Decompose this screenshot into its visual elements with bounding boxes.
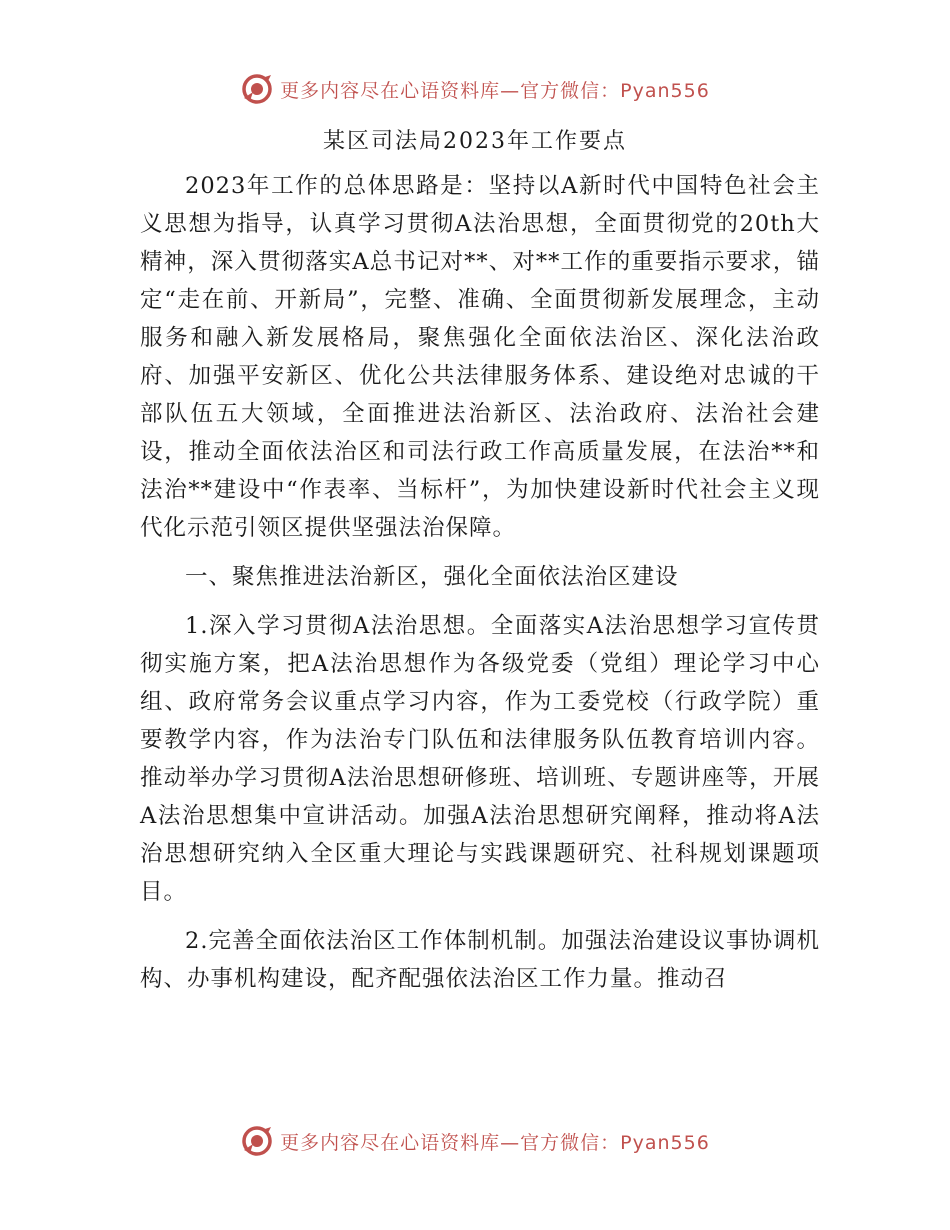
paragraph-item-2: 2.完善全面依法治区工作体制机制。加强法治建设议事协调机构、办事机构建设，配齐配强依法治区工作力量。推动召	[140, 928, 820, 992]
document-body	[140, 167, 820, 1009]
watermark-logo-icon	[240, 72, 274, 106]
paragraph-item-1: 1.深入学习贯彻A法治思想。全面落实A法治思想学习宣传贯彻实施方案，把A法治思想作为各级党委（党组）理论学习中心组、政府常务会议重点学习内容，作为工委党校（行政学院）重要教学内容，作为法治专门队伍和法律服务队伍教育培训内容。推动举办学习贯彻A法治思想研修班、培训班、专题讲座等，开展A法治思想集中宣讲活动。加强A法治思想研究阐释，推动将A法治思想研究纳入全区重大理论与实践课题研究、社科规划课题项目。	[140, 613, 820, 905]
watermark-header	[0, 72, 950, 106]
watermark-logo-icon	[240, 1124, 274, 1158]
watermark-footer	[0, 1124, 950, 1158]
document-title: 某区司法局2023年工作要点	[323, 129, 627, 154]
watermark-text: 更多内容尽在心语资料库—官方微信：Pyan556	[280, 1131, 710, 1154]
paragraph-overall-approach: 2023年工作的总体思路是：坚持以A新时代中国特色社会主义思想为指导，认真学习贯彻A法治思想，全面贯彻党的20th大精神，深入贯彻落实A总书记对**、对**工作的重要指示要求，锚定“走在前、开新局”，完整、准确、全面贯彻新发展理念，主动服务和融入新发展格局，聚焦强化全面依法治区、深化法治政府、加强平安新区、优化公共法律服务体系、建设绝对忠诚的干部队伍五大领域，全面推进法治新区、法治政府、法治社会建设，推动全面依法治区和司法行政工作高质量发展，在法治**和法治**建设中“作表率、当标杆”，为加快建设新时代社会主义现代化示范引领区提供坚强法治保障。	[140, 173, 820, 541]
watermark-text: 更多内容尽在心语资料库—官方微信：Pyan556	[280, 79, 710, 102]
section-heading-1: 一、聚焦推进法治新区，强化全面依法治区建设	[185, 564, 679, 590]
